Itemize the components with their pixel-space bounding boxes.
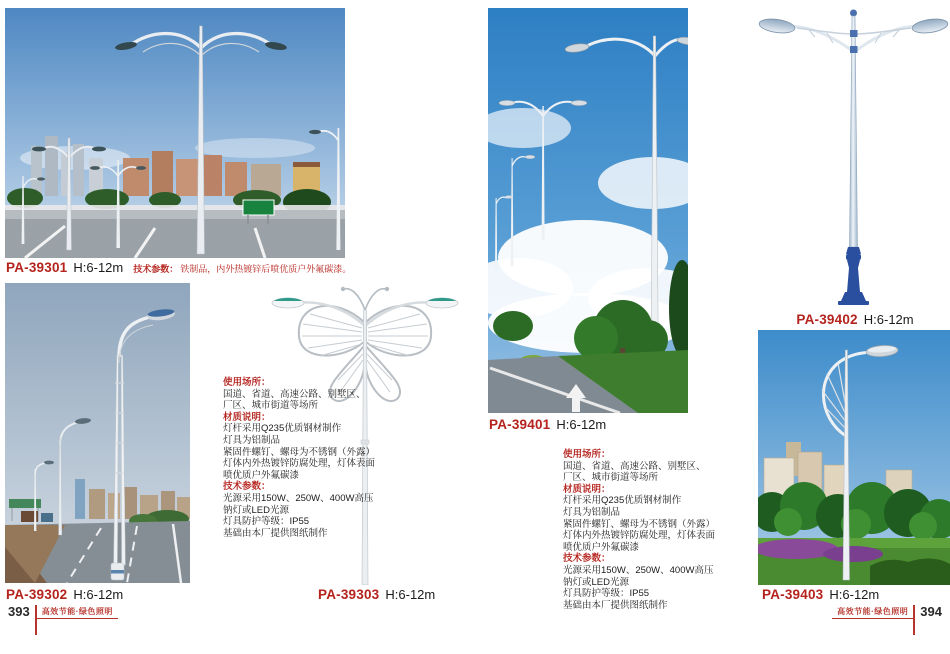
- lamp-base: [838, 247, 869, 305]
- product-caption-pa-39403: [762, 587, 879, 602]
- footer-right: [832, 605, 942, 635]
- spec-line: 灯体内外热镀锌防腐处理，灯体表面: [223, 458, 376, 470]
- spec-line: 光源采用150W、250W、400W高压: [223, 492, 374, 504]
- butterfly-antennae: [344, 289, 386, 310]
- street-scene-illustration: [5, 283, 190, 583]
- spec-line: 灯杆采用Q235优质钢材制作: [563, 495, 682, 507]
- product-note-text: 铁制品，内外热镀锌后喷优质户外氟碳漆。: [180, 264, 352, 274]
- spec-line: 喷优质户外氟碳漆: [223, 469, 300, 481]
- spec-material-lines: [223, 423, 393, 481]
- truck: [41, 513, 53, 522]
- product-caption-pa-39303: [318, 587, 435, 602]
- photo-pa-39403: [758, 330, 950, 585]
- product-code: PA-39402: [796, 312, 858, 327]
- street-scene-illustration: [488, 8, 688, 413]
- photo-pa-39301: [5, 8, 345, 258]
- footer-slogan: 高效节能·绿色照明: [37, 605, 118, 619]
- spec-material-lines: [563, 495, 733, 553]
- photo-pa-39302: [5, 283, 190, 583]
- spec-line: 灯具为铝制品: [223, 434, 281, 446]
- product-note-title: 技术参数：: [133, 264, 179, 274]
- spec-line: 基础由本厂提供图纸制作: [563, 599, 668, 611]
- spec-line: 灯具防护等级：IP55: [223, 516, 310, 528]
- product-code: PA-39302: [6, 587, 68, 602]
- spec-line: 灯杆采用Q235优质钢材制作: [223, 423, 342, 435]
- product-caption-pa-39302: [6, 587, 123, 602]
- spec-usage-lines: [563, 461, 733, 484]
- spec-line: 光源采用150W、250W、400W高压: [563, 564, 714, 576]
- product-code: PA-39403: [762, 587, 824, 602]
- spec-line: 紧固件螺钉、螺母为不锈钢（外露）: [223, 446, 376, 458]
- spec-line: 灯具为铝制品: [563, 506, 621, 518]
- product-caption-pa-39401: [489, 417, 606, 432]
- product-note: [133, 262, 351, 275]
- product-caption-pa-39402: [780, 312, 930, 327]
- product-height: H:6-12m: [73, 260, 124, 275]
- spec-usage-title: 使用场所：: [223, 377, 271, 388]
- spec-line: 基础由本厂提供图纸制作: [223, 527, 328, 539]
- spec-block-left: [223, 377, 393, 539]
- spec-line: 喷优质户外氟碳漆: [563, 541, 640, 553]
- product-height: H:6-12m: [829, 587, 880, 602]
- spec-material-title: 材质说明：: [563, 483, 611, 495]
- render-pa-39402: [757, 2, 950, 305]
- product-code: PA-39303: [318, 587, 380, 602]
- spec-usage-lines: [223, 389, 393, 412]
- spec-line: 灯体内外热镀锌防腐处理，灯体表面: [563, 530, 716, 542]
- spec-line: 厂区、城市街道等场所: [563, 472, 659, 484]
- spec-line: 钠灯或LED光源: [223, 504, 289, 516]
- double-arm-lamp-illustration: [757, 2, 950, 305]
- product-height: H:6-12m: [73, 587, 124, 602]
- spec-tech-lines: [563, 565, 733, 611]
- photo-pa-39401: [488, 8, 688, 413]
- page-number-right: 394: [920, 604, 942, 619]
- spec-usage-title: 使用场所：: [563, 449, 611, 460]
- spec-tech-lines: [223, 493, 393, 539]
- spec-material-title: 材质说明：: [223, 411, 271, 423]
- spec-tech-title: 技术参数：: [563, 553, 611, 565]
- spec-tech-title: 技术参数：: [223, 481, 271, 493]
- street-scene-illustration: [5, 8, 345, 258]
- product-height: H:6-12m: [556, 417, 607, 432]
- flower-bed: [823, 546, 883, 562]
- street-scene-illustration: [758, 330, 950, 585]
- footer-divider: [913, 605, 915, 635]
- footer-slogan: 高效节能·绿色照明: [832, 605, 913, 619]
- product-height: H:6-12m: [863, 312, 914, 327]
- product-code: PA-39401: [489, 417, 551, 432]
- lamp-pole: [850, 10, 858, 248]
- spec-block-right: [563, 449, 733, 611]
- spec-line: 国道、省道、高速公路、别墅区、: [223, 388, 366, 400]
- product-code: PA-39301: [6, 260, 68, 275]
- product-caption-pa-39301: [6, 260, 351, 275]
- page-number-left: 393: [8, 604, 30, 619]
- hedge: [870, 558, 950, 585]
- spec-line: 国道、省道、高速公路、别墅区、: [563, 460, 706, 472]
- product-height: H:6-12m: [385, 587, 436, 602]
- spec-line: 厂区、城市街道等场所: [223, 400, 319, 412]
- spec-line: 紧固件螺钉、螺母为不锈钢（外露）: [563, 518, 716, 530]
- spec-line: 钠灯或LED光源: [563, 576, 629, 588]
- spec-line: 灯具防护等级：IP55: [563, 588, 650, 600]
- footer-left: [8, 605, 118, 635]
